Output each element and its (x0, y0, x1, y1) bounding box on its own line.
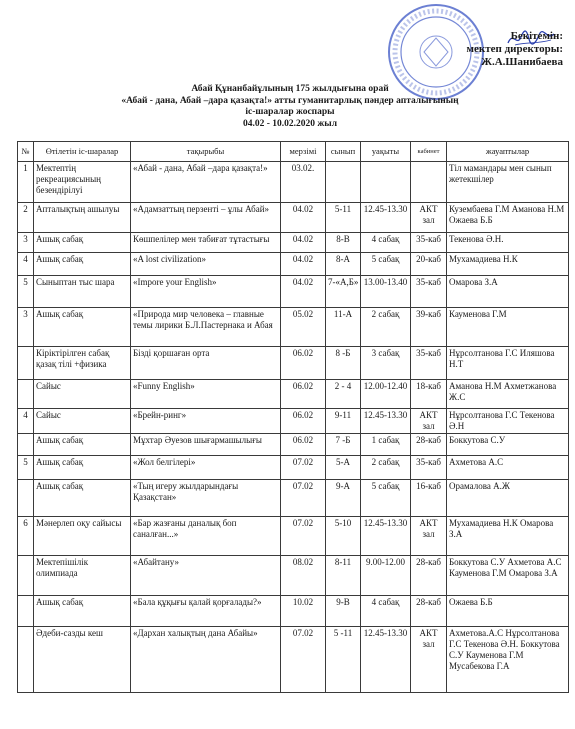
event-form: Мектепішілік олимпиада (34, 556, 131, 596)
table-row (18, 347, 569, 380)
event-date: 04.02 (281, 253, 326, 276)
table-row (18, 233, 569, 253)
table-row (18, 480, 569, 517)
event-class: 11-А (326, 308, 361, 347)
event-room: 28-каб (411, 596, 447, 627)
table-row (18, 308, 569, 347)
event-date: 06.02 (281, 434, 326, 456)
event-room: 18-каб (411, 380, 447, 409)
event-responsible: Ахметова А.С (447, 456, 569, 480)
event-date: 07.02 (281, 456, 326, 480)
table-row (18, 380, 569, 409)
approval-title: Бекітемін: (510, 30, 563, 42)
row-number: 5 (18, 276, 34, 308)
approval-position: мектеп директоры: (466, 43, 563, 55)
event-form: Ашық сабақ (34, 480, 131, 517)
document-heading (40, 84, 540, 130)
event-topic: «A lost civilization» (131, 253, 281, 276)
event-form: Сайыс (34, 380, 131, 409)
event-room: АКТ зал (411, 627, 447, 693)
row-number: 3 (18, 308, 34, 347)
table-row (18, 517, 569, 556)
col-header-room: кабинет (411, 142, 447, 162)
event-topic: «Funny English» (131, 380, 281, 409)
event-time: 12.45-13.30 (361, 203, 411, 233)
event-class: 7-«А,Б» (326, 276, 361, 308)
table-header-row (18, 142, 569, 162)
col-header-number: № (18, 142, 34, 162)
event-topic: Көшпелілер мен табиғат тұтастығы (131, 233, 281, 253)
event-time: 2 сабақ (361, 456, 411, 480)
event-topic: «Абайтану» (131, 556, 281, 596)
event-time: 12.00-12.40 (361, 380, 411, 409)
heading-line-1: Абай Құнанбайұлының 175 жылдығына орай (191, 84, 389, 94)
event-room (411, 162, 447, 203)
event-form: Сайыс (34, 409, 131, 434)
col-header-class: сынып (326, 142, 361, 162)
col-header-form: Өтілетін іс-шаралар (34, 142, 131, 162)
event-form: Мәнерлеп оқу сайысы (34, 517, 131, 556)
event-form: Әдеби-сазды кеш (34, 627, 131, 693)
event-room: 20-каб (411, 253, 447, 276)
event-responsible: Мухамадиева Н.К Омарова З.А (447, 517, 569, 556)
event-time: 13.00-13.40 (361, 276, 411, 308)
event-date: 06.02 (281, 409, 326, 434)
event-responsible: Аманова Н.М Ахметжанова Ж.С (447, 380, 569, 409)
event-form: Ашық сабақ (34, 434, 131, 456)
event-class: 5-А (326, 456, 361, 480)
event-topic: «Природа мир человека – главные темы лирики Б.Л.Пастернака и Абая (131, 308, 281, 347)
event-time: 12.45-13.30 (361, 627, 411, 693)
row-number (18, 480, 34, 517)
table-row (18, 627, 569, 693)
event-class: 7 -Б (326, 434, 361, 456)
table-row (18, 556, 569, 596)
event-topic: «Тың игеру жылдарындағы Қазақстан» (131, 480, 281, 517)
row-number: 2 (18, 203, 34, 233)
event-topic: Мұхтар Әуезов шығармашылығы (131, 434, 281, 456)
event-topic: «Бар жазғаны даналық боп саналған...» (131, 517, 281, 556)
row-number: 6 (18, 517, 34, 556)
table-row (18, 434, 569, 456)
event-date: 04.02 (281, 233, 326, 253)
event-room: 39-каб (411, 308, 447, 347)
row-number (18, 627, 34, 693)
event-date: 07.02 (281, 480, 326, 517)
table-row (18, 409, 569, 434)
event-room: 28-каб (411, 556, 447, 596)
event-time: 9.00-12.00 (361, 556, 411, 596)
event-responsible: Орамалова А.Ж (447, 480, 569, 517)
event-time: 2 сабақ (361, 308, 411, 347)
event-topic: «Абай - дана, Абай –дара қазақта!» (131, 162, 281, 203)
row-number: 5 (18, 456, 34, 480)
event-date: 03.02. (281, 162, 326, 203)
event-class: 8-В (326, 233, 361, 253)
row-number (18, 434, 34, 456)
event-time: 5 сабақ (361, 253, 411, 276)
event-room: 16-каб (411, 480, 447, 517)
event-room: 28-каб (411, 434, 447, 456)
event-time: 4 сабақ (361, 233, 411, 253)
table-row (18, 162, 569, 203)
event-topic: «Дархан халықтың дана Абайы» (131, 627, 281, 693)
event-date: 05.02 (281, 308, 326, 347)
event-time: 4 сабақ (361, 596, 411, 627)
event-responsible: Ахметова.А.С Нұрсолтанова Г.С Текенова Ә.Н. Боккутова С.У Кауменова Г.М Мусабекова Г.А (447, 627, 569, 693)
event-topic: Бізді қоршаған орта (131, 347, 281, 380)
event-class: 9-11 (326, 409, 361, 434)
col-header-responsible: жауаптылар (447, 142, 569, 162)
event-time (361, 162, 411, 203)
table-row (18, 276, 569, 308)
heading-line-4: 04.02 - 10.02.2020 жыл (242, 118, 338, 129)
event-responsible: Нұрсолтанова Г.С Текенова Ә.Н (447, 409, 569, 434)
heading-line-3: іс-шаралар жоспары (245, 107, 335, 117)
col-header-topic: тақырыбы (131, 142, 281, 162)
event-form: Ашық сабақ (34, 233, 131, 253)
event-responsible: Омарова З.А (447, 276, 569, 308)
row-number (18, 347, 34, 380)
event-responsible: Нұрсолтанова Г.С Иляшова Н.Т (447, 347, 569, 380)
event-time: 12.45-13.30 (361, 517, 411, 556)
row-number (18, 596, 34, 627)
event-date: 04.02 (281, 203, 326, 233)
event-responsible: Мухамадиева Н.К (447, 253, 569, 276)
event-date: 07.02 (281, 517, 326, 556)
event-responsible: Боккутова С.У (447, 434, 569, 456)
approval-block (418, 30, 563, 69)
event-room: АКТ зал (411, 203, 447, 233)
event-topic: «Жол белгілері» (131, 456, 281, 480)
event-date: 10.02 (281, 596, 326, 627)
event-class: 5-11 (326, 203, 361, 233)
col-header-time: уақыты (361, 142, 411, 162)
event-date: 06.02 (281, 347, 326, 380)
events-table (17, 141, 569, 693)
event-room: 35-каб (411, 456, 447, 480)
event-class: 8 -Б (326, 347, 361, 380)
event-date: 06.02 (281, 380, 326, 409)
event-room: 35-каб (411, 233, 447, 253)
heading-line-2: «Абай - дана, Абай –дара қазақта!» атты гуманитарлық пәндер апталығының (121, 95, 459, 106)
event-room: АКТ зал (411, 409, 447, 434)
event-class: 8-А (326, 253, 361, 276)
event-date: 08.02 (281, 556, 326, 596)
event-class: 5-10 (326, 517, 361, 556)
event-form: Ашық сабақ (34, 456, 131, 480)
event-form: Мектептің рекреациясының безендірілуі (34, 162, 131, 203)
event-date: 07.02 (281, 627, 326, 693)
event-responsible: Ожаева Б.Б (447, 596, 569, 627)
col-header-date: мерзімі (281, 142, 326, 162)
event-class: 8-11 (326, 556, 361, 596)
event-time: 3 сабақ (361, 347, 411, 380)
row-number (18, 556, 34, 596)
table-row (18, 253, 569, 276)
row-number: 4 (18, 253, 34, 276)
event-responsible: Боккутова С.У Ахметова А.С Кауменова Г.М Омарова З.А (447, 556, 569, 596)
event-topic: «Брейн-ринг» (131, 409, 281, 434)
table-row (18, 203, 569, 233)
table-row (18, 456, 569, 480)
event-form: Ашық сабақ (34, 596, 131, 627)
event-room: 35-каб (411, 276, 447, 308)
event-responsible: Текенова Ә.Н. (447, 233, 569, 253)
approval-name: Ж.А.Шанибаева (481, 56, 563, 68)
row-number (18, 380, 34, 409)
event-room: АКТ зал (411, 517, 447, 556)
event-room: 35-каб (411, 347, 447, 380)
event-topic: «Адамзаттың перзенті – ұлы Абай» (131, 203, 281, 233)
event-form: Кіріктірілген сабақ қазақ тілі +физика (34, 347, 131, 380)
event-class (326, 162, 361, 203)
row-number: 3 (18, 233, 34, 253)
event-form: Ашық сабақ (34, 308, 131, 347)
row-number: 4 (18, 409, 34, 434)
event-time: 5 сабақ (361, 480, 411, 517)
event-class: 2 - 4 (326, 380, 361, 409)
event-class: 5 -11 (326, 627, 361, 693)
event-date: 04.02 (281, 276, 326, 308)
event-class: 9-В (326, 596, 361, 627)
event-responsible: Кауменова Г.М (447, 308, 569, 347)
event-form: Сыныптан тыс шара (34, 276, 131, 308)
event-responsible: Тіл мамандары мен сынып жетекшілер (447, 162, 569, 203)
event-responsible: Кузембаева Г.М Аманова Н.М Ожаева Б.Б (447, 203, 569, 233)
row-number: 1 (18, 162, 34, 203)
event-class: 9-А (326, 480, 361, 517)
table-row (18, 596, 569, 627)
event-time: 1 сабақ (361, 434, 411, 456)
event-topic: «Бала құқығы қалай қорғалады?» (131, 596, 281, 627)
event-form: Апталықтың ашылуы (34, 203, 131, 233)
event-time: 12.45-13.30 (361, 409, 411, 434)
event-topic: «Impore your English» (131, 276, 281, 308)
event-form: Ашық сабақ (34, 253, 131, 276)
